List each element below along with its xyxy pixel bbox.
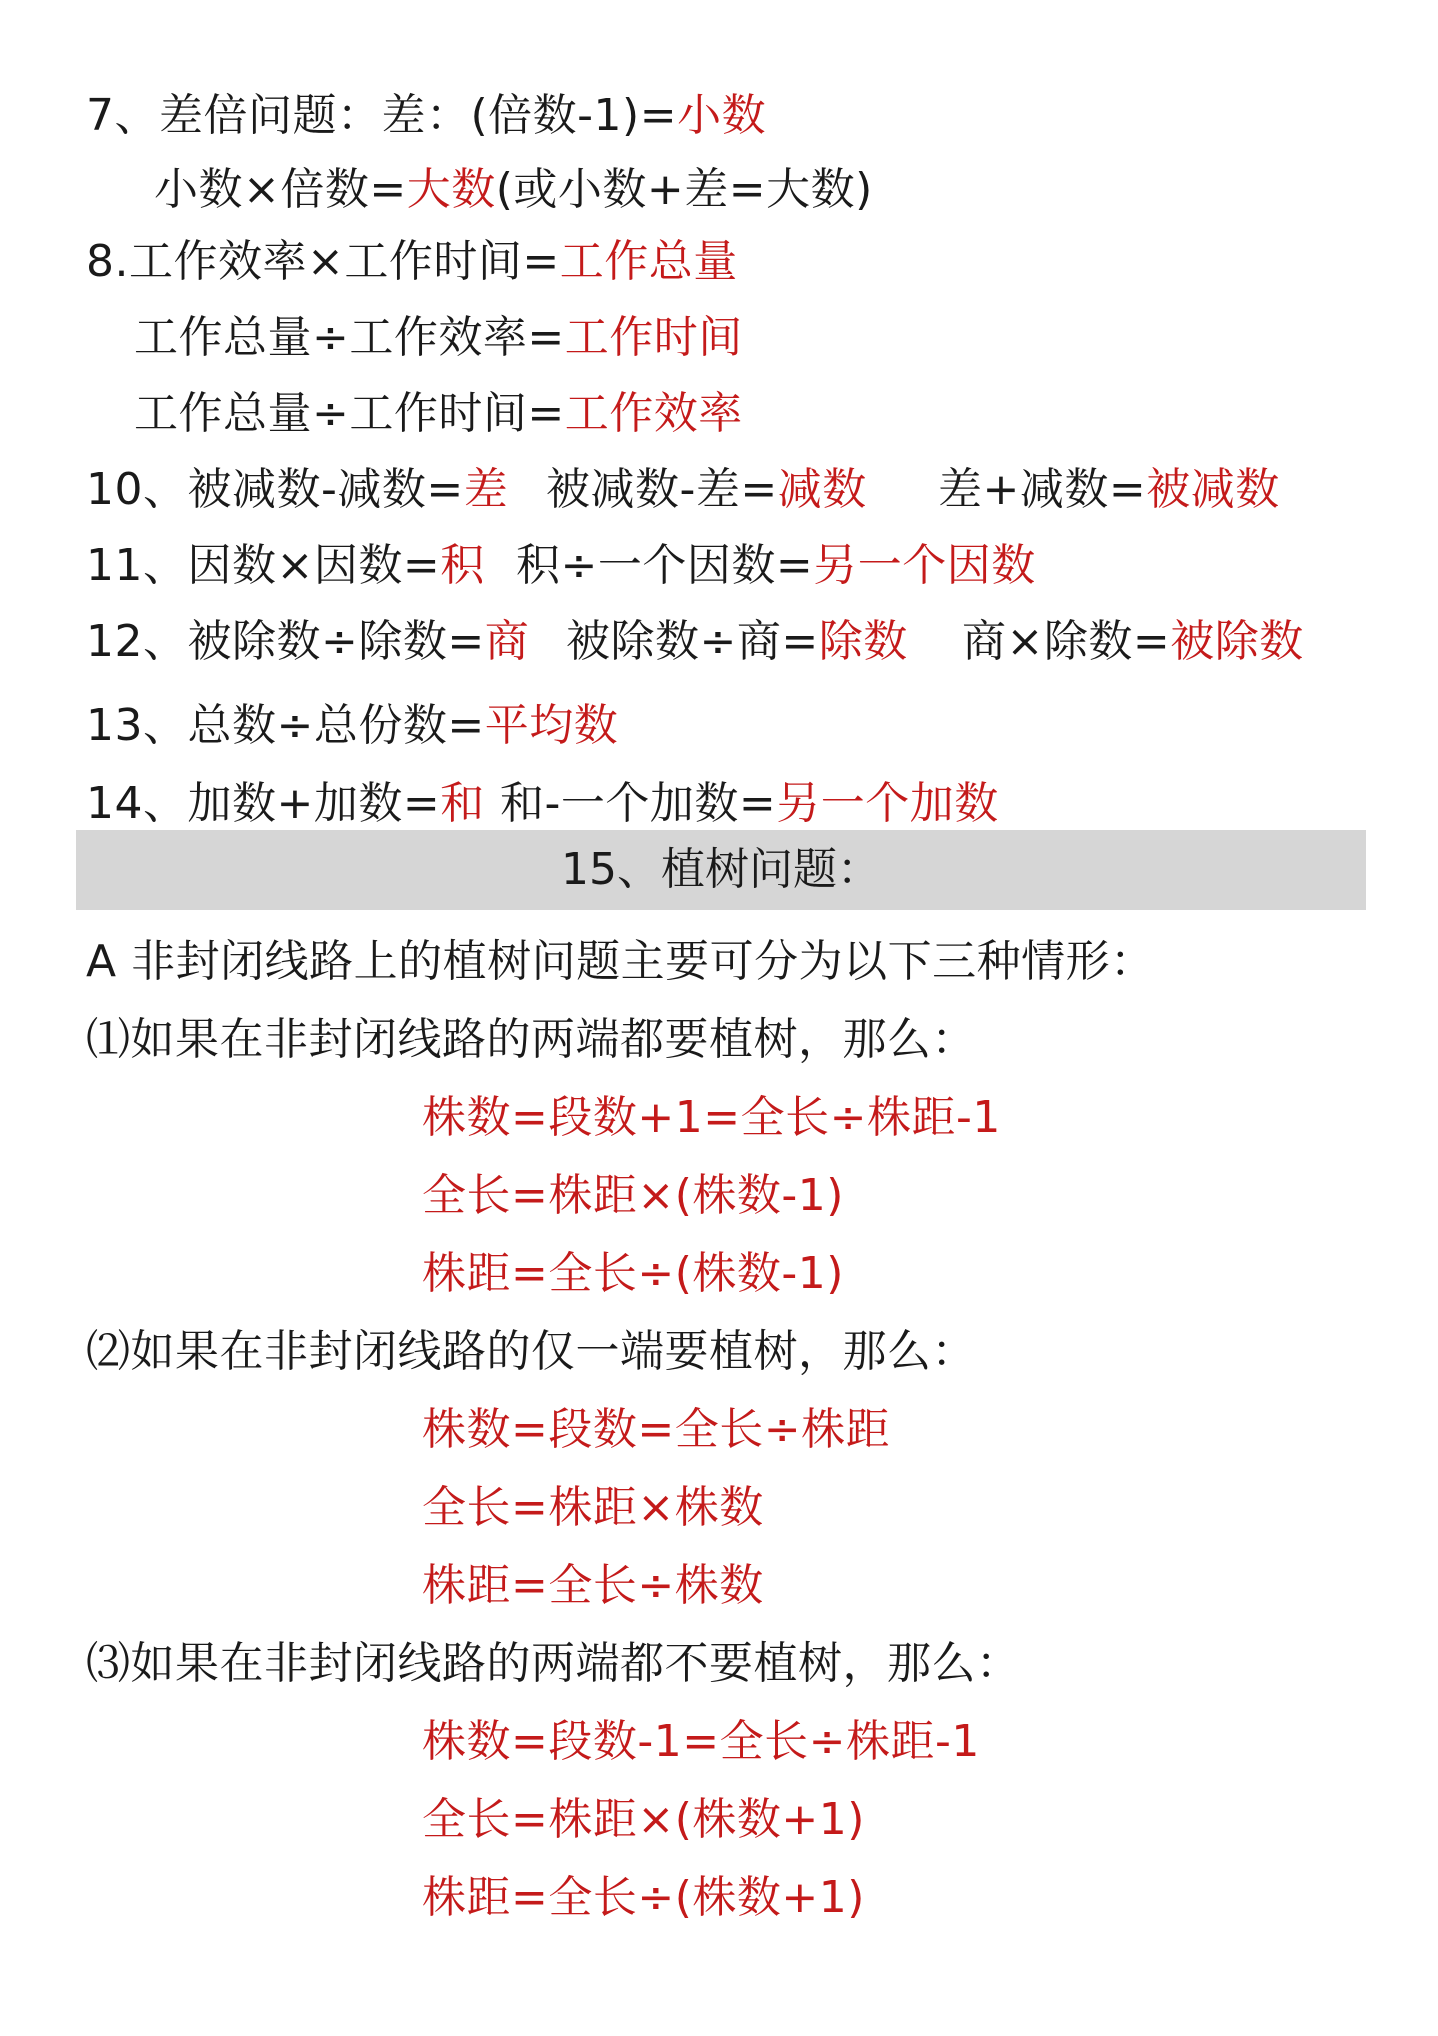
formula-line-8c bbox=[134, 386, 743, 442]
case-1-formula-3: 株距=全长÷(株数-1) bbox=[422, 1248, 844, 1299]
formula-line-13 bbox=[86, 698, 618, 754]
formula-line-8b bbox=[134, 310, 743, 366]
formula-text: 8.工作效率×工作时间= bbox=[86, 236, 560, 287]
formula-text: 商×除数= bbox=[962, 616, 1171, 667]
formula-result: 和 bbox=[440, 778, 485, 829]
formula-text: 12、被除数÷除数= bbox=[86, 616, 485, 667]
formula-result: 另一个加数 bbox=[776, 778, 999, 829]
case-3-heading: ⑶如果在非封闭线路的两端都不要植树，那么： bbox=[86, 1638, 1021, 1689]
formula-result: 商 bbox=[484, 616, 530, 667]
formula-text: 14、加数+加数= bbox=[86, 778, 441, 829]
formula-text: 11、因数×因数= bbox=[86, 540, 441, 591]
formula-line-10-part1 bbox=[86, 462, 508, 518]
case-3-formula-3: 株距=全长÷(株数+1) bbox=[422, 1872, 865, 1923]
formula-result: 工作时间 bbox=[564, 312, 743, 363]
formula-result: 小数 bbox=[677, 90, 767, 141]
formula-line-10-part3 bbox=[938, 462, 1280, 518]
formula-line-7b bbox=[154, 162, 873, 218]
formula-text: 7、差倍问题：差：(倍数-1)= bbox=[86, 90, 678, 141]
formula-text: 10、被减数-减数= bbox=[86, 464, 464, 515]
formula-text: 小数×倍数= bbox=[154, 164, 407, 215]
formula-result: 积 bbox=[440, 540, 485, 591]
case-1-formula-2: 全长=株距×(株数-1) bbox=[422, 1170, 844, 1221]
case-2-heading: ⑵如果在非封闭线路的仅一端要植树，那么： bbox=[86, 1326, 976, 1377]
case-3-formula-2: 全长=株距×(株数+1) bbox=[422, 1794, 865, 1845]
section-header-title: 15、植树问题： bbox=[561, 844, 881, 895]
formula-result: 差 bbox=[463, 464, 509, 515]
formula-note: (或小数+差=大数) bbox=[495, 164, 873, 215]
formula-line-7 bbox=[86, 88, 766, 144]
formula-text: 被除数÷商= bbox=[566, 616, 819, 667]
formula-text: 工作总量÷工作时间= bbox=[134, 388, 565, 439]
case-1-heading: ⑴如果在非封闭线路的两端都要植树，那么： bbox=[86, 1014, 976, 1065]
formula-line-11-part1 bbox=[86, 538, 485, 594]
formula-result: 另一个因数 bbox=[813, 540, 1036, 591]
formula-result: 被除数 bbox=[1170, 616, 1304, 667]
formula-text: 和-一个加数= bbox=[500, 778, 777, 829]
formula-line-14-part1 bbox=[86, 776, 485, 832]
formula-result: 除数 bbox=[818, 616, 908, 667]
case-2-formula-2: 全长=株距×株数 bbox=[422, 1482, 764, 1533]
formula-result: 工作效率 bbox=[564, 388, 743, 439]
formula-result: 减数 bbox=[777, 464, 867, 515]
formula-line-12-part3 bbox=[962, 614, 1304, 670]
formula-line-12-part1 bbox=[86, 614, 529, 670]
formula-text: 差+减数= bbox=[938, 464, 1147, 515]
case-2-formula-1: 株数=段数=全长÷株距 bbox=[422, 1404, 891, 1455]
formula-line-11-part2 bbox=[516, 538, 1036, 594]
formula-text: 工作总量÷工作效率= bbox=[134, 312, 565, 363]
formula-text: 13、总数÷总份数= bbox=[86, 700, 485, 751]
case-2-formula-3: 株距=全长÷株数 bbox=[422, 1560, 764, 1611]
formula-result: 大数 bbox=[406, 164, 496, 215]
section-intro: A 非封闭线路上的植树问题主要可分为以下三种情形： bbox=[86, 936, 1155, 987]
formula-line-8 bbox=[86, 234, 738, 290]
formula-text: 被减数-差= bbox=[546, 464, 778, 515]
formula-line-10-part2 bbox=[546, 462, 867, 518]
formula-result: 平均数 bbox=[484, 700, 619, 751]
formula-result: 工作总量 bbox=[559, 236, 738, 287]
formula-line-12-part2 bbox=[566, 614, 908, 670]
case-3-formula-1: 株数=段数-1=全长÷株距-1 bbox=[422, 1716, 980, 1767]
case-1-formula-1: 株数=段数+1=全长÷株距-1 bbox=[422, 1092, 1001, 1143]
formula-line-14-part2 bbox=[500, 776, 999, 832]
formula-text: 积÷一个因数= bbox=[516, 540, 814, 591]
formula-result: 被减数 bbox=[1146, 464, 1280, 515]
